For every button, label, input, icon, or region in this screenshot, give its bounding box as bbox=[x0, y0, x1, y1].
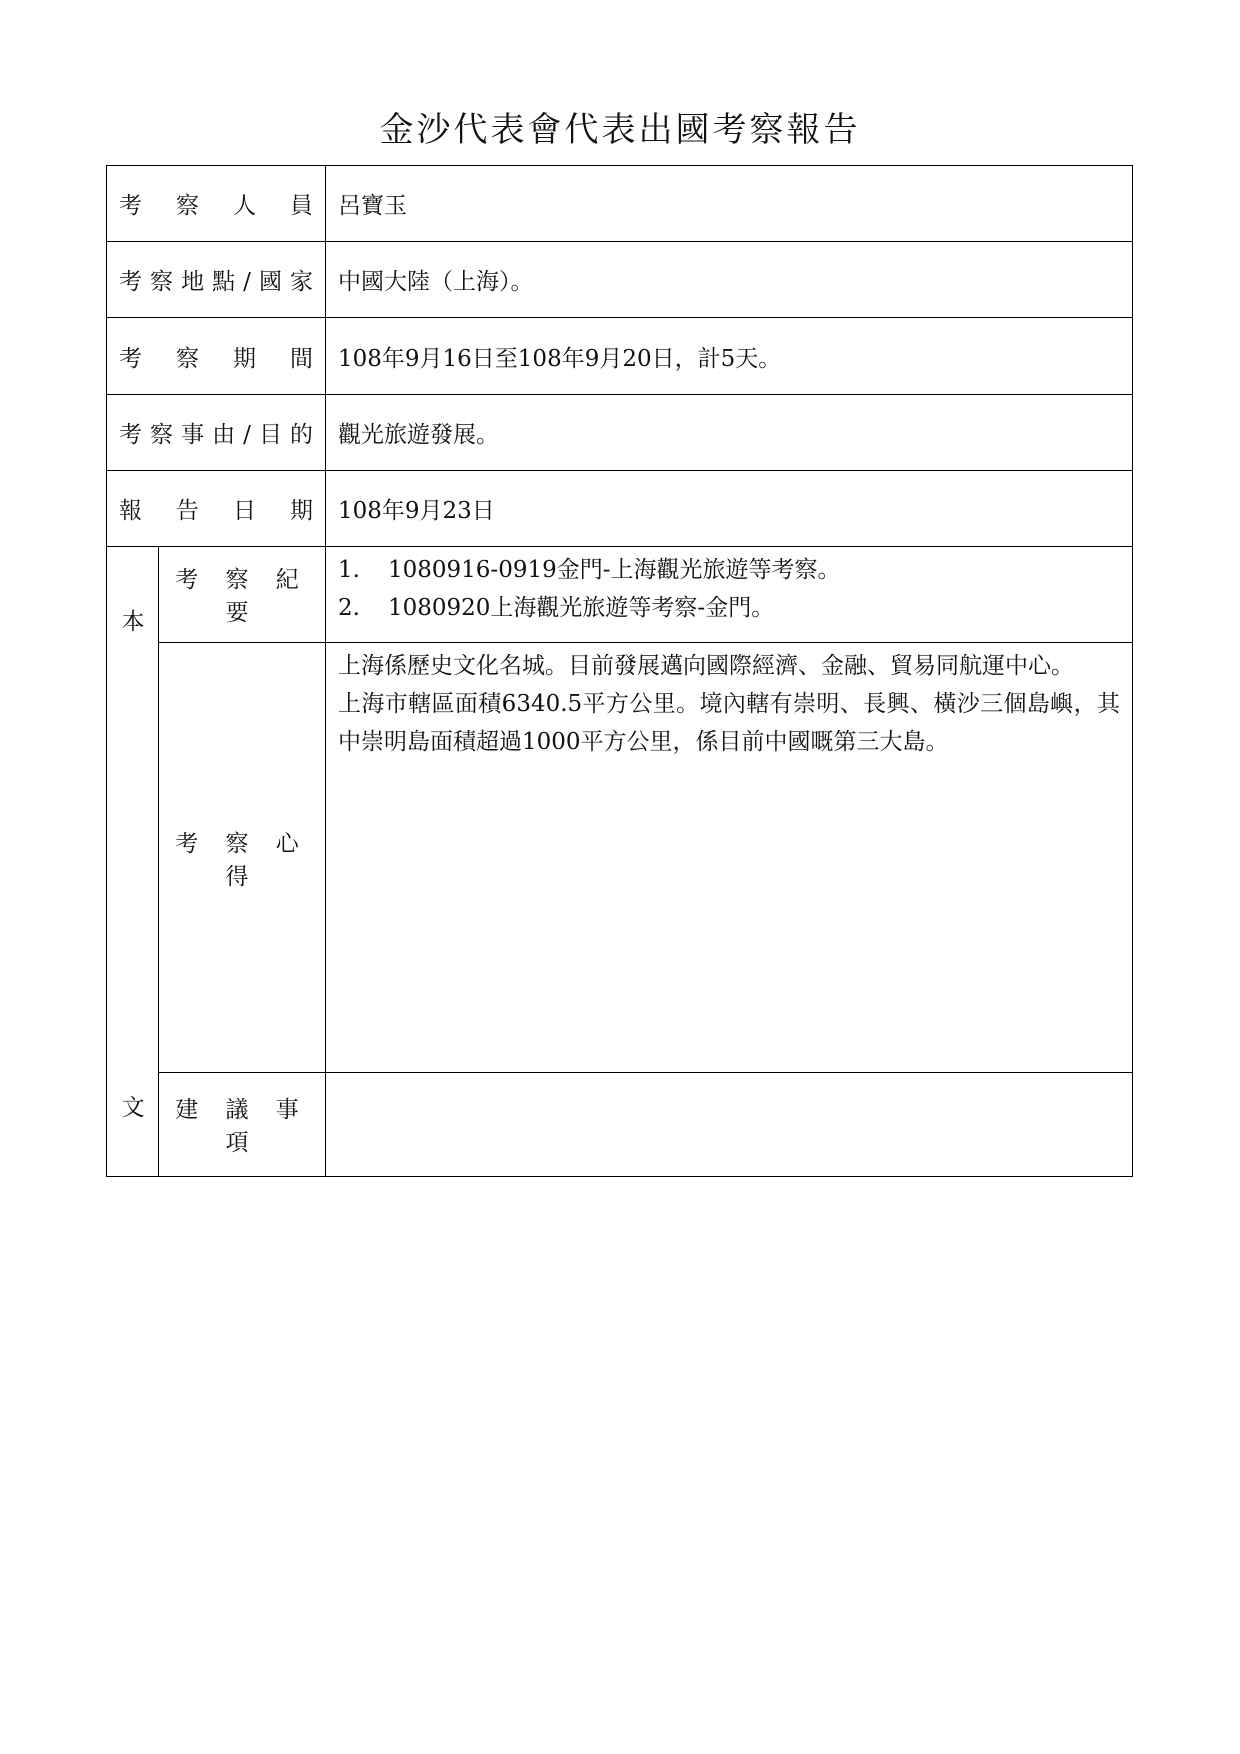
row-summary bbox=[107, 547, 1133, 643]
notes-value bbox=[326, 643, 1133, 1072]
summary-item bbox=[338, 551, 1120, 589]
period-label: 考 察 期 間 bbox=[107, 318, 326, 394]
inspector-value: 呂寶玉 bbox=[326, 166, 1133, 242]
row-notes bbox=[107, 643, 1133, 1072]
body-side-bottom: 文 bbox=[121, 1095, 145, 1121]
row-suggestions bbox=[107, 1072, 1133, 1176]
purpose-label: 考察事由/目的 bbox=[107, 394, 326, 470]
suggestions-value bbox=[326, 1072, 1133, 1176]
body-side-top: 本 bbox=[121, 609, 145, 636]
document-title: 金沙代表會代表出國考察報告 bbox=[379, 110, 861, 150]
summary-item-number: 1. bbox=[338, 557, 360, 584]
report-table bbox=[106, 165, 1133, 1177]
summary-value bbox=[326, 547, 1133, 643]
row-purpose bbox=[107, 394, 1133, 470]
report-date-label: 報 告 日 期 bbox=[107, 470, 326, 546]
summary-item-number: 2. bbox=[338, 595, 360, 622]
row-inspector bbox=[107, 166, 1133, 242]
suggestions-label: 建 議 事 項 bbox=[159, 1072, 326, 1176]
summary-item-text: 1080920上海觀光旅遊等考察-金門。 bbox=[388, 595, 775, 622]
row-period bbox=[107, 318, 1133, 394]
period-value: 108年9月16日至108年9月20日，計5天。 bbox=[326, 318, 1133, 394]
summary-item-text: 1080916-0919金門-上海觀光旅遊等考察。 bbox=[388, 557, 841, 584]
location-label: 考察地點/國家 bbox=[107, 242, 326, 318]
summary-item bbox=[338, 589, 1120, 627]
row-report-date bbox=[107, 470, 1133, 546]
row-location bbox=[107, 242, 1133, 318]
notes-label: 考 察 心 得 bbox=[159, 643, 326, 1072]
location-value: 中國大陸（上海）。 bbox=[326, 242, 1133, 318]
body-side-label bbox=[107, 547, 159, 1177]
inspector-label: 考 察 人 員 bbox=[107, 166, 326, 242]
purpose-value: 觀光旅遊發展。 bbox=[326, 394, 1133, 470]
report-date-value: 108年9月23日 bbox=[326, 470, 1133, 546]
notes-paragraph: 上海係歷史文化名城。目前發展邁向國際經濟、金融、貿易同航運中心。 bbox=[338, 653, 1074, 680]
summary-list bbox=[338, 551, 1120, 627]
summary-label: 考 察 紀 要 bbox=[159, 547, 326, 643]
notes-paragraph: 上海市轄區面積6340.5平方公里。境內轄有崇明、長興、橫沙三個島嶼，其中崇明島面積超過1000平方公里，係目前中國嘅第三大島。 bbox=[338, 691, 1120, 756]
